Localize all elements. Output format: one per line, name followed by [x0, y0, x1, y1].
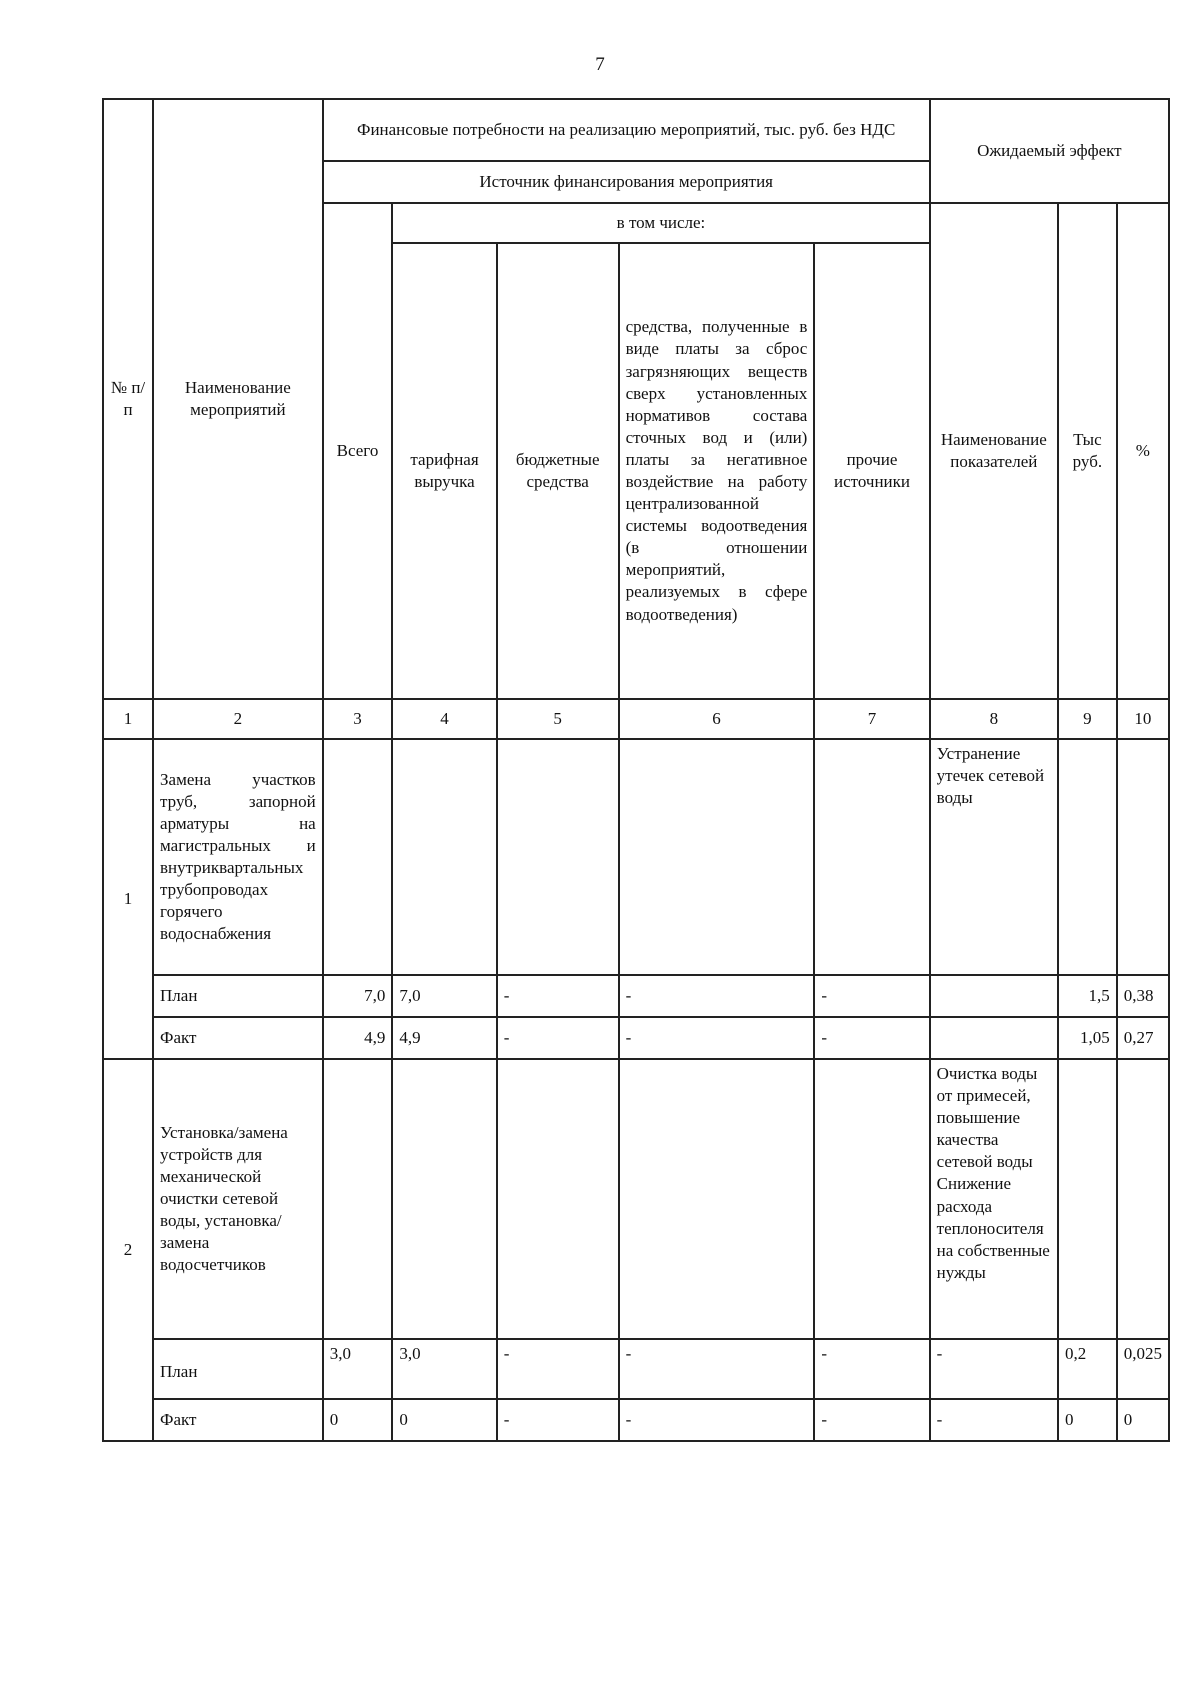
- column-number: 7: [814, 699, 929, 739]
- plan-indicator: -: [930, 1339, 1058, 1399]
- plan-percent: 0,025: [1117, 1339, 1169, 1399]
- fact-tariff: 0: [392, 1399, 496, 1441]
- plan-fees: -: [619, 1339, 815, 1399]
- fact-row: [103, 1017, 1169, 1059]
- header-fees: средства, полученные в виде платы за сброс загрязняющих веществ сверх установленных нормативов состава сточных вод и (или) платы за негативное воздействие на работу централизованной системы водоотведения (в отношении мероприятий, реализуемых в сфере водоотведения): [619, 243, 815, 699]
- plan-tariff: 7,0: [392, 975, 496, 1017]
- header-funding-source: Источник финансирования мероприятия: [323, 161, 930, 203]
- fact-budget: -: [497, 1017, 619, 1059]
- fact-percent: 0,27: [1117, 1017, 1169, 1059]
- fact-indicator: -: [930, 1399, 1058, 1441]
- plan-total: 7,0: [323, 975, 393, 1017]
- fact-other: -: [814, 1399, 929, 1441]
- measures-table: [102, 98, 1170, 1442]
- plan-other: -: [814, 1339, 929, 1399]
- header-tariff: тарифная выручка: [392, 243, 496, 699]
- fact-tariff: 4,9: [392, 1017, 496, 1059]
- header-total: Всего: [323, 203, 393, 699]
- column-number: 3: [323, 699, 393, 739]
- fact-total: 0: [323, 1399, 393, 1441]
- column-number: 8: [930, 699, 1058, 739]
- fact-total: 4,9: [323, 1017, 393, 1059]
- fact-row: [103, 1399, 1169, 1441]
- column-numbers-row: [103, 699, 1169, 739]
- plan-thousand: 0,2: [1058, 1339, 1117, 1399]
- plan-other: -: [814, 975, 929, 1017]
- fact-label: Факт: [153, 1017, 323, 1059]
- header-thousand-rub: Тыс руб.: [1058, 203, 1117, 699]
- measure-indicator: Устранение утечек сетевой воды: [930, 739, 1058, 975]
- header-financial-needs: Финансовые потребности на реализацию мероприятий, тыс. руб. без НДС: [323, 99, 930, 161]
- plan-fees: -: [619, 975, 815, 1017]
- plan-tariff: 3,0: [392, 1339, 496, 1399]
- measure-number: 1: [103, 739, 153, 1059]
- fact-fees: -: [619, 1399, 815, 1441]
- plan-label: План: [153, 975, 323, 1017]
- plan-thousand: 1,5: [1058, 975, 1117, 1017]
- fact-budget: -: [497, 1399, 619, 1441]
- plan-budget: -: [497, 1339, 619, 1399]
- measure-row: [103, 1059, 1169, 1339]
- header-number: № п/п: [103, 99, 153, 699]
- plan-row: [103, 1339, 1169, 1399]
- measure-number: 2: [103, 1059, 153, 1441]
- header-expected-effect: Ожидаемый эффект: [930, 99, 1169, 203]
- plan-percent: 0,38: [1117, 975, 1169, 1017]
- column-number: 9: [1058, 699, 1117, 739]
- fact-percent: 0: [1117, 1399, 1169, 1441]
- plan-label: План: [153, 1339, 323, 1399]
- plan-indicator: [930, 975, 1058, 1017]
- column-number: 5: [497, 699, 619, 739]
- column-number: 10: [1117, 699, 1169, 739]
- header-including: в том числе:: [392, 203, 929, 243]
- column-number: 4: [392, 699, 496, 739]
- plan-row: [103, 975, 1169, 1017]
- fact-fees: -: [619, 1017, 815, 1059]
- measure-name: Установка/замена устройств для механической очистки сетевой воды, установка/замена водосчетчиков: [153, 1059, 323, 1339]
- fact-thousand: 0: [1058, 1399, 1117, 1441]
- measure-row: [103, 739, 1169, 975]
- column-number: 6: [619, 699, 815, 739]
- plan-total: 3,0: [323, 1339, 393, 1399]
- column-number: 1: [103, 699, 153, 739]
- fact-indicator: [930, 1017, 1058, 1059]
- header-percent: %: [1117, 203, 1169, 699]
- measure-indicator: Очистка воды от примесей, повышение качества сетевой воды Снижение расхода теплоносителя на собственные нужды: [930, 1059, 1058, 1339]
- fact-thousand: 1,05: [1058, 1017, 1117, 1059]
- page-number: 7: [595, 54, 605, 75]
- header-name: Наименование мероприятий: [153, 99, 323, 699]
- plan-budget: -: [497, 975, 619, 1017]
- header-other: прочие источники: [814, 243, 929, 699]
- header-budget: бюджетные средства: [497, 243, 619, 699]
- column-number: 2: [153, 699, 323, 739]
- measure-name: Замена участков труб, запорной арматуры на магистральных и внутриквартальных трубопроводах горячего водоснабжения: [153, 739, 323, 975]
- fact-label: Факт: [153, 1399, 323, 1441]
- header-indicator: Наименование показателей: [930, 203, 1058, 699]
- fact-other: -: [814, 1017, 929, 1059]
